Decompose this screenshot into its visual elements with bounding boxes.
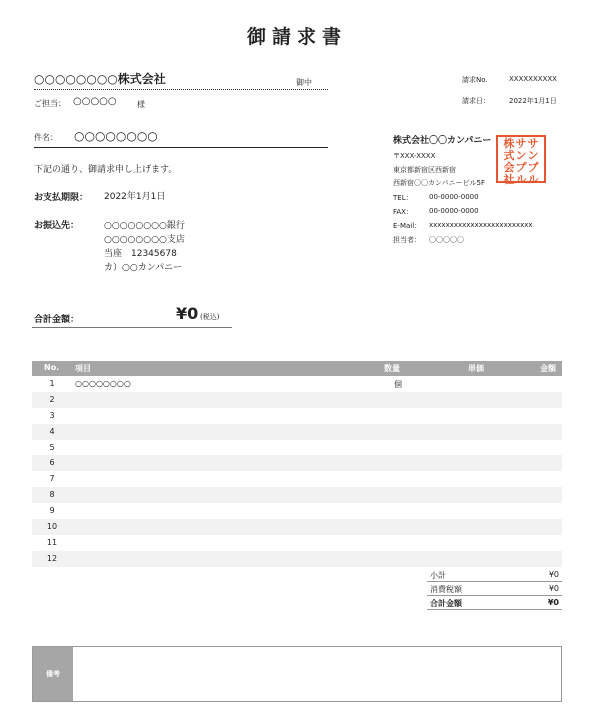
row-no: 11 [46, 537, 58, 547]
row-no: 12 [46, 553, 58, 563]
payment-due-value: 2022年1月1日 [104, 192, 166, 202]
table-row [32, 455, 562, 471]
row-no: 7 [49, 474, 55, 484]
summary-row [427, 596, 562, 610]
summary-row [427, 568, 562, 582]
table-row [32, 487, 562, 503]
issuer-email-label: E-Mail： [393, 222, 422, 230]
invoice-no-value: XXXXXXXXXX [509, 75, 557, 83]
bank-name: ○○○○○○○○銀行 [104, 221, 185, 231]
stamp-column: 株式会社 [503, 137, 515, 186]
header-qty: 数量 [384, 364, 400, 373]
table-row [32, 424, 562, 440]
table-row [32, 440, 562, 456]
bank-holder: カ）○○カンパニー [104, 263, 183, 273]
row-item: ○○○○○○○○ [75, 379, 131, 388]
stamp-column: サンプル [515, 137, 527, 186]
issuer-person: 〇〇〇〇〇 [429, 236, 464, 244]
total-tax-note: (税込) [200, 313, 220, 321]
invoice-no-label: 請求No. [462, 76, 488, 84]
issuer-fax-label: FAX： [393, 208, 413, 216]
header-price: 単価 [468, 364, 484, 373]
subject-block [34, 128, 328, 148]
row-qty: 個 [394, 380, 402, 389]
row-no: 3 [49, 410, 55, 420]
summary-label: 合計金額 [430, 599, 462, 608]
summary-value: ¥0 [548, 584, 559, 593]
notes-box[interactable] [32, 646, 562, 702]
client-honorific: 御中 [296, 78, 312, 87]
row-no: 9 [49, 506, 55, 516]
table-row [32, 408, 562, 424]
table-body [32, 376, 562, 567]
table-row [32, 376, 562, 392]
issuer-postal: 〒XXX-XXXX [393, 152, 436, 160]
table-row [32, 551, 562, 567]
invoice-date-label: 請求日： [462, 97, 490, 105]
issuer-address-1: 東京都新宿区西新宿 [393, 166, 456, 174]
summary-row [427, 582, 562, 596]
issuer-address-2: 西新宿〇〇カンパニービル5F [393, 179, 485, 187]
table-row [32, 471, 562, 487]
client-name: ○○○○○○○○株式会社 [34, 72, 166, 86]
table-row [32, 392, 562, 408]
total-label: 合計金額： [34, 315, 80, 325]
stamp-column: サンプル [527, 137, 539, 186]
issuer-tel: 00-0000-0000 [429, 193, 479, 201]
issuer-email: xxxxxxxxxxxxxxxxxxxxxxxxx [429, 221, 533, 229]
subject-value: ○○○○○○○○ [74, 129, 158, 143]
summary-value: ¥0 [547, 598, 559, 607]
notes-label: 備考 [33, 647, 73, 701]
row-no: 4 [49, 426, 55, 436]
table-row [32, 535, 562, 551]
total-amount-block [32, 304, 232, 328]
contact-label: ご担当： [34, 99, 66, 108]
items-table [32, 361, 562, 567]
bank-branch: ○○○○○○○○支店 [104, 235, 185, 245]
header-item: 項目 [75, 364, 91, 373]
row-no: 8 [49, 490, 55, 500]
row-no: 5 [49, 442, 55, 452]
issuer-person-label: 担当者： [393, 236, 421, 244]
row-no: 1 [49, 379, 55, 388]
contact-honorific: 様 [137, 100, 145, 109]
table-header [32, 361, 562, 376]
issuer-name: 株式会社〇〇カンパニー [393, 136, 492, 146]
client-block [34, 70, 328, 90]
row-no: 6 [49, 458, 55, 468]
subject-label: 件名： [34, 133, 58, 142]
header-amount: 金額 [540, 364, 556, 373]
document-title: 御請求書 [246, 26, 347, 48]
bank-label: お振込先： [34, 221, 80, 231]
header-no: No. [44, 363, 60, 372]
total-value: ¥0 [176, 304, 199, 323]
company-seal-stamp [496, 135, 546, 186]
contact-name: ○○○○○ [73, 96, 117, 107]
table-row [32, 519, 562, 535]
issuer-fax: 00-0000-0000 [429, 207, 479, 215]
issuer-tel-label: TEL： [393, 194, 413, 202]
summary-value: ¥0 [548, 570, 559, 579]
intro-text: 下記の通り、御請求申し上げます。 [34, 165, 178, 175]
summary-label: 小計 [430, 571, 446, 580]
row-no: 2 [49, 394, 55, 404]
payment-due-label: お支払期限： [34, 193, 89, 203]
row-no: 10 [46, 522, 58, 532]
summary-label: 消費税額 [430, 585, 462, 594]
bank-account: 当座 12345678 [104, 249, 177, 259]
invoice-date-value: 2022年1月1日 [509, 97, 557, 105]
table-row [32, 503, 562, 519]
